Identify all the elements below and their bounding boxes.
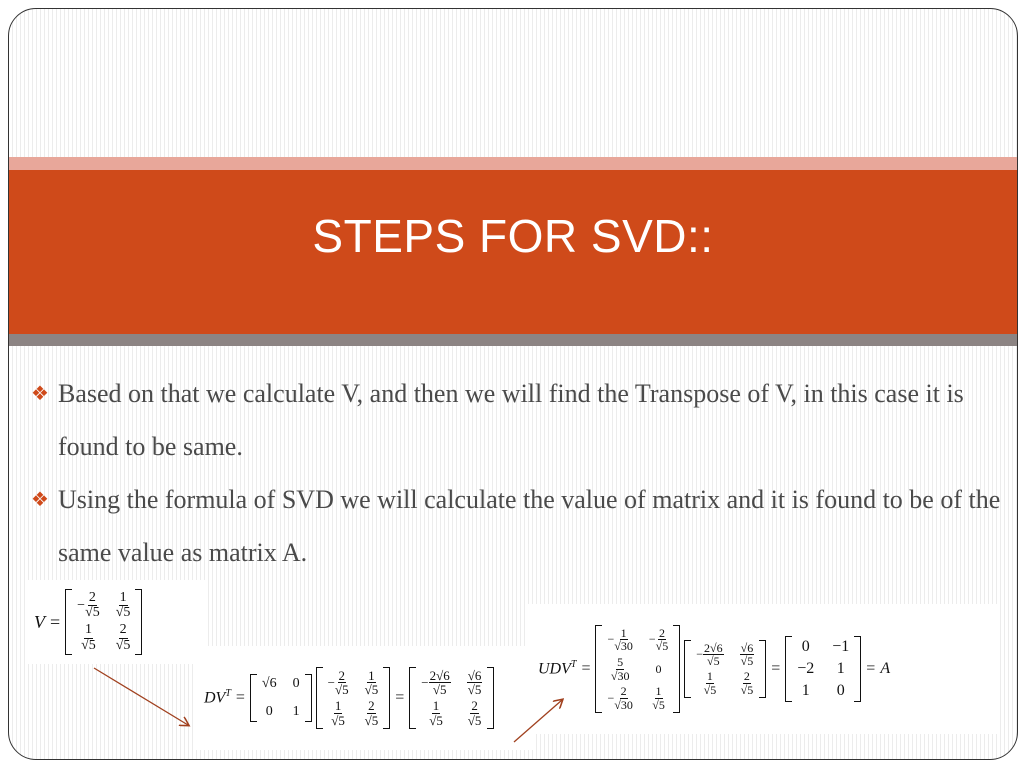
equals-sign: = <box>771 660 781 677</box>
bullet-list <box>31 367 1006 579</box>
slide-title: STEPS FOR SVD:: <box>312 209 714 262</box>
bullet-text: Using the formula of SVD we will calculate the value of matrix and it is found to be of the same value as matrix A. <box>58 485 1001 567</box>
bullet-text: Based on that we calculate V, and then we will find the Transpose of V, in this case it is found to be same. <box>58 379 964 461</box>
vt-matrix: − $\frac{2}{√5}$ $\frac{1}{√5}$ $\frac{1}{√5}$ $\frac{2}{√5}$ <box>316 667 391 730</box>
v-matrix: − $\frac{2}{√5}$ $\frac{1}{√5}$ $\frac{1}{√5}$ $\frac{2}{√5}$ <box>65 589 142 656</box>
equals-sign: = <box>581 660 591 677</box>
bullet-item <box>31 367 1006 473</box>
accent-band <box>9 157 1017 170</box>
v-label: V <box>34 611 45 632</box>
u-matrix: − $\frac{1}{√30}$ − $\frac{2}{√5}$ $\frac{5}{√30}$ 0 − $\frac{2}{√30}$ $\frac{1}{√5}$ <box>595 625 680 714</box>
title-band <box>9 170 1017 334</box>
udvt-equation <box>528 604 1000 734</box>
diamond-bullet-icon: ❖ <box>31 383 49 405</box>
bullet-item <box>31 473 1006 579</box>
equals-sign: = <box>395 689 405 706</box>
equals-sign: = <box>866 660 876 677</box>
v-matrix-equation <box>28 580 206 664</box>
dvt-matrix: − $\frac{2√6}{√5}$ $\frac{√6}{√5}$ $\frac{1}{√5}$ $\frac{2}{√5}$ <box>684 640 766 698</box>
equals-sign: = <box>50 611 61 632</box>
dvt-result-matrix: − $\frac{2√6}{√5}$ $\frac{√6}{√5}$ $\frac{1}{√5}$ $\frac{2}{√5}$ <box>409 667 494 730</box>
equals-sign: = <box>235 689 245 706</box>
a-matrix: 0 −1 −2 1 1 0 <box>785 636 861 702</box>
diamond-bullet-icon: ❖ <box>31 489 49 511</box>
divider-band <box>9 334 1017 346</box>
udvt-label: $UDV^T$ <box>538 659 577 678</box>
dvt-label: $DV^T$ <box>204 688 231 707</box>
dvt-equation <box>196 646 534 750</box>
a-label: A <box>880 660 891 677</box>
d-matrix: √6 0 0 1 <box>250 674 312 722</box>
